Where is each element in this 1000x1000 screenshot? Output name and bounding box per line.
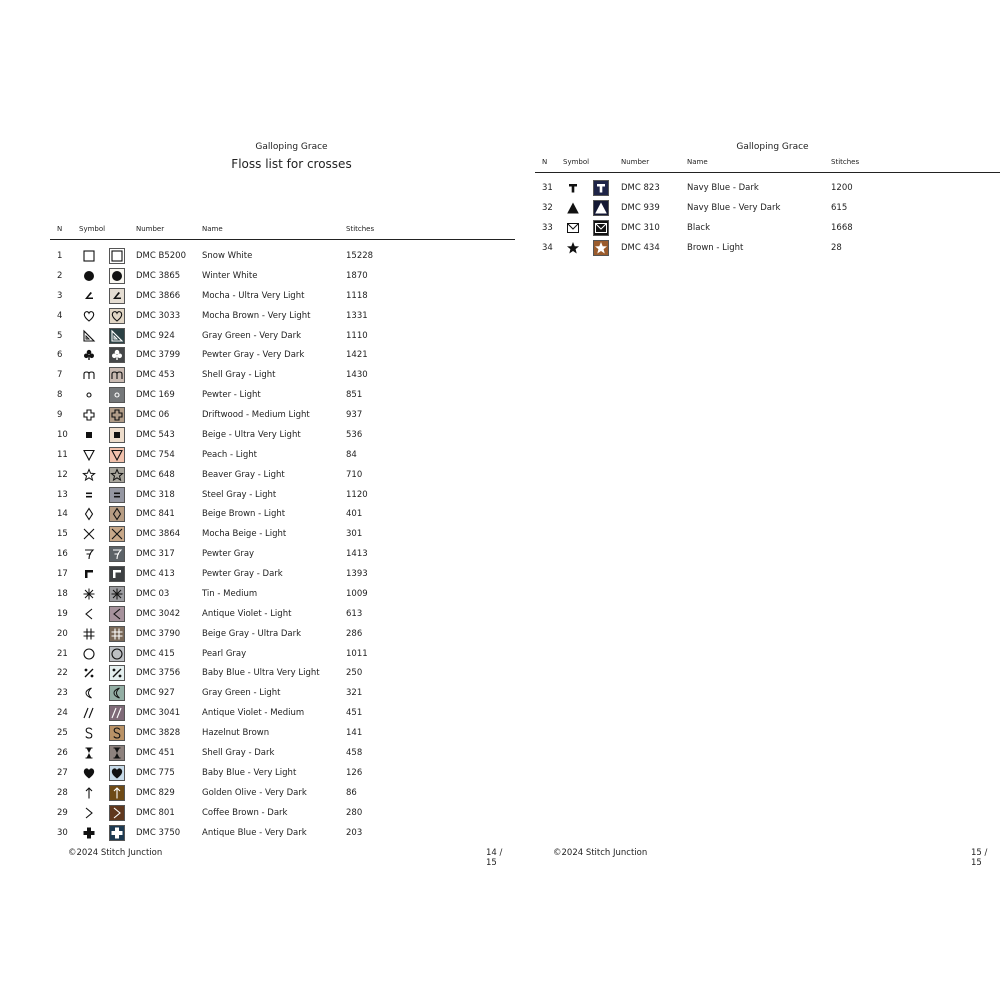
stitch-count: 401	[346, 509, 363, 520]
row-number: 23	[57, 688, 68, 699]
stitch-count: 1110	[346, 330, 368, 341]
row-number: 8	[57, 390, 63, 401]
floss-color-swatch	[593, 220, 609, 236]
floss-number: DMC 543	[136, 429, 175, 440]
floss-color-swatch	[109, 467, 125, 483]
floss-color-swatch	[109, 685, 125, 701]
row-number: 22	[57, 668, 68, 679]
floss-number: DMC 775	[136, 767, 175, 778]
floss-name: Pewter Gray - Dark	[202, 569, 283, 580]
floss-number: DMC 310	[621, 223, 660, 233]
stitch-count: 1011	[346, 648, 368, 659]
stitch-count: 1668	[831, 223, 853, 233]
row-number: 4	[57, 310, 63, 321]
stitch-count: 141	[346, 728, 363, 739]
floss-number: DMC 829	[136, 787, 175, 798]
floss-name: Golden Olive - Very Dark	[202, 787, 307, 798]
row-number: 31	[542, 183, 553, 193]
floss-color-swatch	[109, 785, 125, 801]
stitch-count: 321	[346, 688, 363, 699]
column-header-stitches: Stitches	[831, 158, 860, 166]
triangle-down-outline-icon	[82, 448, 96, 462]
floss-name: Gray Green - Very Dark	[202, 330, 302, 341]
club-icon	[82, 348, 96, 362]
footer-copyright: ©2024 Stitch Junction	[553, 848, 648, 858]
percent-icon	[82, 666, 96, 680]
wedge-icon	[82, 289, 96, 303]
row-number: 30	[57, 827, 68, 838]
stitch-count: 937	[346, 410, 363, 421]
footer-copyright: ©2024 Stitch Junction	[68, 848, 163, 858]
floss-color-swatch	[593, 240, 609, 256]
stitch-count: 458	[346, 748, 363, 758]
stitch-count: 1118	[346, 290, 368, 301]
row-number: 24	[57, 708, 68, 719]
row-number: 1	[57, 251, 63, 261]
floss-color-swatch	[109, 248, 125, 264]
floss-name: Antique Violet - Medium	[202, 708, 305, 719]
row-number: 34	[542, 243, 553, 253]
row-number: 11	[57, 449, 68, 460]
column-header-n: N	[542, 158, 548, 166]
s-letter-icon	[82, 726, 96, 740]
corner-bracket-icon	[82, 567, 96, 581]
header-rule	[50, 239, 515, 240]
floss-number: DMC 754	[136, 449, 175, 460]
floss-name: Beaver Gray - Light	[202, 469, 285, 480]
row-number: 28	[57, 787, 68, 798]
stitch-count: 1009	[346, 588, 368, 599]
column-header-stitches: Stitches	[346, 225, 375, 233]
hash-icon	[82, 627, 96, 641]
row-number: 19	[57, 608, 68, 619]
floss-name: Navy Blue - Very Dark	[687, 203, 781, 213]
row-number: 17	[57, 569, 68, 580]
document-title: Galloping Grace	[255, 142, 328, 152]
equals-icon	[82, 488, 96, 502]
row-number: 14	[57, 509, 68, 520]
floss-name: Antique Blue - Very Dark	[202, 827, 307, 838]
floss-name: Winter White	[202, 270, 258, 281]
floss-color-swatch	[109, 705, 125, 721]
stitch-count: 301	[346, 529, 363, 540]
row-number: 12	[57, 469, 68, 480]
document-subtitle: Floss list for crosses	[231, 157, 352, 171]
stitch-count: 851	[346, 390, 363, 401]
floss-name: Black	[687, 223, 710, 233]
floss-name: Mocha - Ultra Very Light	[202, 290, 305, 301]
floss-number: DMC 3828	[136, 728, 181, 739]
footer-page-number: 14 / 15	[486, 848, 503, 868]
floss-name: Baby Blue - Ultra Very Light	[202, 668, 320, 679]
stitch-count: 710	[346, 469, 363, 480]
floss-number: DMC 3042	[136, 608, 181, 619]
column-header-name: Name	[202, 225, 223, 233]
floss-name: Shell Gray - Dark	[202, 748, 275, 758]
floss-number: DMC 434	[621, 243, 660, 253]
stitch-count: 1331	[346, 310, 368, 321]
floss-name: Antique Violet - Light	[202, 608, 292, 619]
set-square-icon	[82, 329, 96, 343]
column-header-number: Number	[136, 225, 165, 233]
row-number: 18	[57, 588, 68, 599]
row-number: 2	[57, 270, 63, 281]
row-number: 33	[542, 223, 553, 233]
circle-outline-icon	[82, 647, 96, 661]
row-number: 13	[57, 489, 68, 500]
row-number: 16	[57, 549, 68, 560]
envelope-m-icon	[566, 221, 580, 235]
small-ring-icon	[82, 388, 96, 402]
floss-number: DMC 06	[136, 410, 170, 421]
row-number: 7	[57, 370, 63, 381]
hourglass-icon	[82, 746, 96, 760]
chevron-right-icon	[82, 806, 96, 820]
floss-number: DMC 939	[621, 203, 660, 213]
seven-icon	[82, 547, 96, 561]
cross-filled-icon	[82, 826, 96, 840]
row-number: 25	[57, 728, 68, 739]
floss-name: Driftwood - Medium Light	[202, 410, 310, 421]
header-rule	[535, 172, 1000, 173]
row-number: 15	[57, 529, 68, 540]
floss-number: DMC 3750	[136, 827, 181, 838]
floss-number: DMC 451	[136, 748, 175, 758]
stitch-count: 615	[831, 203, 848, 213]
row-number: 29	[57, 807, 68, 818]
floss-number: DMC 3865	[136, 270, 181, 281]
floss-name: Peach - Light	[202, 449, 258, 460]
floss-name: Beige - Ultra Very Light	[202, 429, 301, 440]
floss-number: DMC 03	[136, 588, 170, 599]
floss-number: DMC 3864	[136, 529, 181, 540]
floss-number: DMC 453	[136, 370, 175, 381]
double-slash-icon	[82, 706, 96, 720]
floss-color-swatch	[109, 367, 125, 383]
floss-name: Steel Gray - Light	[202, 489, 277, 500]
stitch-count: 84	[346, 449, 357, 460]
floss-color-swatch	[109, 725, 125, 741]
stitch-count: 1120	[346, 489, 368, 500]
stitch-count: 1430	[346, 370, 368, 381]
arrow-up-icon	[82, 786, 96, 800]
row-number: 6	[57, 350, 63, 361]
floss-color-swatch	[109, 347, 125, 363]
floss-number: DMC 413	[136, 569, 175, 580]
row-number: 5	[57, 330, 63, 341]
row-number: 20	[57, 628, 68, 639]
floss-color-swatch	[109, 506, 125, 522]
stitch-count: 28	[831, 243, 842, 253]
row-number: 32	[542, 203, 553, 213]
x-cross-icon	[82, 527, 96, 541]
row-number: 21	[57, 648, 68, 659]
floss-number: DMC 415	[136, 648, 175, 659]
stitch-count: 1393	[346, 569, 368, 580]
floss-name: Pewter - Light	[202, 390, 261, 401]
column-header-number: Number	[621, 158, 650, 166]
floss-number: DMC 3041	[136, 708, 181, 719]
floss-color-swatch	[109, 626, 125, 642]
floss-color-swatch	[109, 566, 125, 582]
stitch-count: 1870	[346, 270, 368, 281]
floss-name: Pewter Gray - Very Dark	[202, 350, 305, 361]
stitch-count: 15228	[346, 251, 374, 261]
square-outline-icon	[82, 249, 96, 263]
row-number: 26	[57, 748, 68, 758]
row-number: 9	[57, 410, 63, 421]
diamond-outline-icon	[82, 507, 96, 521]
floss-name: Shell Gray - Light	[202, 370, 276, 381]
stitch-count: 126	[346, 767, 363, 778]
circle-filled-icon	[82, 269, 96, 283]
star-filled-icon	[566, 241, 580, 255]
floss-color-swatch	[109, 407, 125, 423]
floss-color-swatch	[109, 765, 125, 781]
floss-color-swatch	[109, 526, 125, 542]
floss-number: DMC 318	[136, 489, 175, 500]
star-outline-icon	[82, 468, 96, 482]
floss-name: Hazelnut Brown	[202, 728, 270, 739]
stitch-count: 613	[346, 608, 363, 619]
floss-color-swatch	[109, 387, 125, 403]
floss-color-swatch	[109, 646, 125, 662]
floss-number: DMC 317	[136, 549, 175, 560]
floss-color-swatch	[109, 268, 125, 284]
stitch-count: 86	[346, 787, 357, 798]
small-square-icon	[82, 428, 96, 442]
floss-color-swatch	[109, 308, 125, 324]
row-number: 10	[57, 429, 68, 440]
floss-name: Beige Gray - Ultra Dark	[202, 628, 302, 639]
floss-color-swatch	[109, 328, 125, 344]
column-header-symbol: Symbol	[563, 158, 590, 166]
floss-number: DMC 841	[136, 509, 175, 520]
t-letter-icon	[566, 181, 580, 195]
floss-name: Pearl Gray	[202, 648, 247, 659]
floss-number: DMC 169	[136, 390, 175, 401]
stitch-count: 1421	[346, 350, 368, 361]
row-number: 27	[57, 767, 68, 778]
triangle-filled-icon	[566, 201, 580, 215]
floss-color-swatch	[593, 200, 609, 216]
floss-color-swatch	[109, 805, 125, 821]
floss-color-swatch	[109, 447, 125, 463]
floss-color-swatch	[593, 180, 609, 196]
document-title: Galloping Grace	[736, 142, 809, 152]
heart-filled-icon	[82, 766, 96, 780]
floss-color-swatch	[109, 546, 125, 562]
floss-name: Coffee Brown - Dark	[202, 807, 288, 818]
stitch-count: 250	[346, 668, 363, 679]
floss-color-swatch	[109, 745, 125, 761]
floss-name: Beige Brown - Light	[202, 509, 286, 520]
floss-number: DMC 3866	[136, 290, 181, 301]
floss-list-page-15	[535, 0, 1000, 1000]
floss-color-swatch	[109, 665, 125, 681]
floss-number: DMC 3799	[136, 350, 181, 361]
floss-name: Tin - Medium	[202, 588, 258, 599]
column-header-n: N	[57, 225, 63, 233]
floss-number: DMC 924	[136, 330, 175, 341]
row-number: 3	[57, 290, 63, 301]
cross-outline-icon	[82, 408, 96, 422]
floss-number: DMC 3756	[136, 668, 181, 679]
chevron-left-icon	[82, 607, 96, 621]
floss-number: DMC 3790	[136, 628, 181, 639]
floss-name: Pewter Gray	[202, 549, 255, 560]
stitch-count: 1200	[831, 183, 853, 193]
floss-name: Gray Green - Light	[202, 688, 281, 699]
footer-page-number: 15 / 15	[971, 848, 988, 868]
column-header-symbol: Symbol	[79, 225, 106, 233]
floss-name: Navy Blue - Dark	[687, 183, 759, 193]
floss-number: DMC 648	[136, 469, 175, 480]
asterisk-icon	[82, 587, 96, 601]
floss-name: Snow White	[202, 251, 253, 261]
floss-color-swatch	[109, 586, 125, 602]
floss-name: Baby Blue - Very Light	[202, 767, 297, 778]
floss-number: DMC 801	[136, 807, 175, 818]
floss-number: DMC 3033	[136, 310, 181, 321]
floss-number: DMC B5200	[136, 251, 186, 261]
floss-color-swatch	[109, 825, 125, 841]
floss-number: DMC 823	[621, 183, 660, 193]
stitch-count: 451	[346, 708, 363, 719]
column-header-name: Name	[687, 158, 708, 166]
floss-number: DMC 927	[136, 688, 175, 699]
floss-color-swatch	[109, 487, 125, 503]
m-shape-icon	[82, 368, 96, 382]
crescent-icon	[82, 686, 96, 700]
floss-name: Mocha Beige - Light	[202, 529, 287, 540]
stitch-count: 536	[346, 429, 363, 440]
stitch-count: 280	[346, 807, 363, 818]
stitch-count: 203	[346, 827, 363, 838]
stitch-count: 286	[346, 628, 363, 639]
floss-name: Mocha Brown - Very Light	[202, 310, 311, 321]
heart-outline-icon	[82, 309, 96, 323]
floss-color-swatch	[109, 427, 125, 443]
floss-name: Brown - Light	[687, 243, 744, 253]
floss-color-swatch	[109, 288, 125, 304]
stitch-count: 1413	[346, 549, 368, 560]
floss-color-swatch	[109, 606, 125, 622]
